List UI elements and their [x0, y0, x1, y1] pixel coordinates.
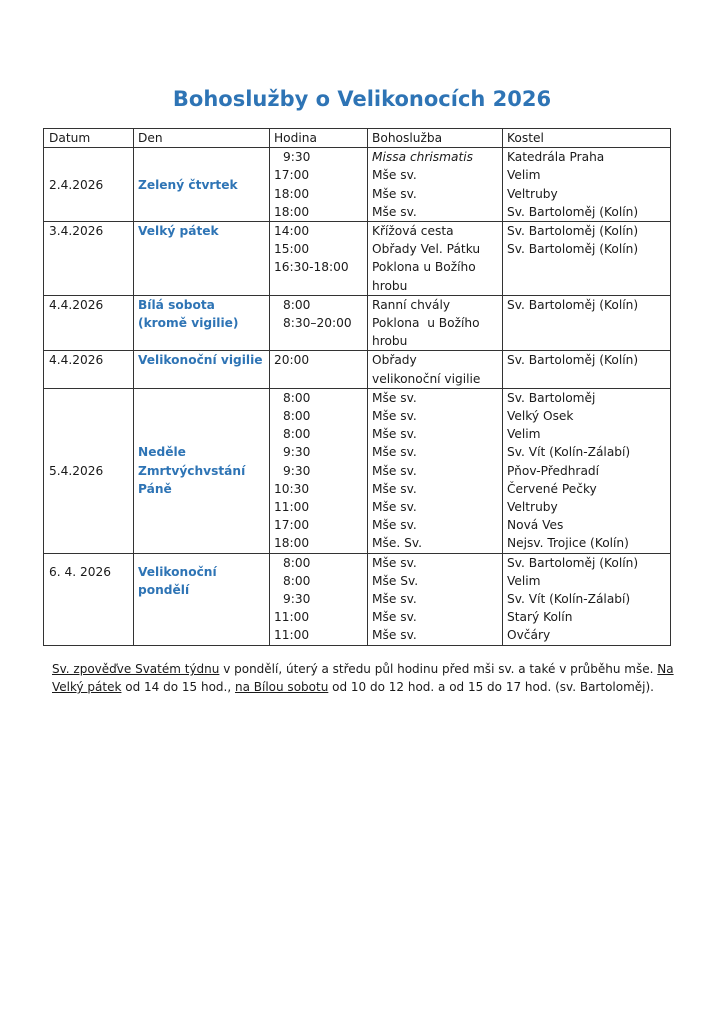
- date-cell: 6. 4. 2026: [44, 553, 134, 645]
- hour-item: 18:00: [274, 204, 310, 219]
- service-item: Mše Sv.: [372, 573, 419, 588]
- table-row: [44, 388, 671, 553]
- note-good-friday: Na Velký pátek: [52, 662, 674, 694]
- service-item: Mše sv.: [372, 555, 417, 570]
- service-item: Mše sv.: [372, 628, 417, 643]
- hour-item: 11:00: [274, 610, 310, 625]
- church-item: Veltruby: [507, 500, 558, 515]
- service-item: Poklona u Božího: [372, 316, 480, 331]
- service-item: Mše sv.: [372, 186, 417, 201]
- service-item: hrobu: [372, 278, 408, 293]
- service-item: Mše sv.: [372, 409, 417, 424]
- header-service: Bohoslužba: [368, 129, 503, 148]
- note-text: od 10 do 12 hod. a od 15 do 17 hod. (sv. Bartoloměj).: [328, 680, 654, 694]
- church-item: Sv. Bartoloměj (Kolín): [507, 297, 639, 312]
- table-row: [44, 148, 671, 222]
- hour-item: 9:30: [283, 150, 311, 165]
- service-cell: [368, 553, 503, 645]
- date-cell: 4.4.2026: [44, 295, 134, 351]
- header-hour: Hodina: [270, 129, 368, 148]
- schedule-table: [43, 128, 671, 646]
- service-item: Mše sv.: [372, 445, 417, 460]
- hour-item: 18:00: [274, 186, 310, 201]
- hour-item: 18:00: [274, 536, 310, 551]
- date-cell: 2.4.2026: [44, 148, 134, 222]
- service-item: Mše sv.: [372, 463, 417, 478]
- hour-item: 8:00: [283, 427, 311, 442]
- hour-item: 17:00: [274, 518, 310, 533]
- table-header-row: [44, 129, 671, 148]
- date-cell: 3.4.2026: [44, 222, 134, 296]
- service-item: Mše. Sv.: [372, 536, 422, 551]
- church-item: Červené Pečky: [507, 481, 597, 496]
- church-item: Katedrála Praha: [507, 150, 605, 165]
- table-row: [44, 351, 671, 388]
- service-cell: [368, 295, 503, 351]
- hour-cell: [270, 388, 368, 553]
- church-item: Sv. Bartoloměj (Kolín): [507, 555, 639, 570]
- hour-item: 8:30–20:00: [283, 316, 352, 331]
- service-item: Mše sv.: [372, 481, 417, 496]
- service-item: Missa chrismatis: [372, 150, 473, 165]
- table-row: [44, 222, 671, 296]
- hour-item: 14:00: [274, 224, 310, 239]
- church-item: Nová Ves: [507, 518, 564, 533]
- church-item: Velim: [507, 168, 541, 183]
- church-item: Ovčáry: [507, 628, 551, 643]
- day-cell: [134, 295, 270, 351]
- church-item: Velký Osek: [507, 409, 574, 424]
- header-date: Datum: [44, 129, 134, 148]
- hour-item: 20:00: [274, 353, 310, 368]
- hour-item: 10:30: [274, 481, 310, 496]
- date-cell: 5.4.2026: [44, 388, 134, 553]
- hour-cell: [270, 351, 368, 388]
- service-cell: [368, 222, 503, 296]
- hour-item: 8:00: [283, 390, 311, 405]
- church-item: Sv. Bartoloměj (Kolín): [507, 204, 639, 219]
- hour-cell: [270, 222, 368, 296]
- day-line: pondělí: [138, 582, 190, 597]
- service-item: Ranní chvály: [372, 297, 451, 312]
- page-title: Bohoslužby o Velikonocích 2026: [172, 87, 552, 111]
- day-cell: Zelený čtvrtek: [134, 148, 270, 222]
- service-item: Mše sv.: [372, 500, 417, 515]
- day-cell: Velikonoční vigilie: [134, 351, 270, 388]
- service-item: Mše sv.: [372, 168, 417, 183]
- hour-item: 11:00: [274, 628, 310, 643]
- church-item: Sv. Bartoloměj (Kolín): [507, 353, 639, 368]
- hour-item: 16:30-18:00: [274, 260, 349, 275]
- service-cell: [368, 388, 503, 553]
- day-line: Velikonoční: [138, 564, 217, 579]
- hour-cell: [270, 295, 368, 351]
- service-item: Mše sv.: [372, 427, 417, 442]
- day-line: Bílá sobota: [138, 297, 215, 312]
- note-text: od 14 do 15 hod.,: [121, 680, 235, 694]
- day-line: Páně: [138, 481, 172, 496]
- service-cell: [368, 351, 503, 388]
- date-cell: 4.4.2026: [44, 351, 134, 388]
- day-cell: [134, 388, 270, 553]
- service-item: Obřady: [372, 353, 417, 368]
- hour-item: 8:00: [283, 555, 311, 570]
- church-cell: [503, 388, 671, 553]
- service-item: Poklona u Božího: [372, 260, 476, 275]
- hour-item: 9:30: [283, 592, 311, 607]
- hour-item: 9:30: [283, 463, 311, 478]
- service-item: Mše sv.: [372, 592, 417, 607]
- church-item: Pňov-Předhradí: [507, 463, 600, 478]
- header-church: Kostel: [503, 129, 671, 148]
- service-item: Obřady Vel. Pátku: [372, 242, 481, 257]
- church-item: Velim: [507, 427, 541, 442]
- hour-cell: [270, 553, 368, 645]
- hour-item: 8:00: [283, 573, 311, 588]
- hour-item: 8:00: [283, 409, 311, 424]
- service-item: velikonoční vigilie: [372, 371, 481, 386]
- church-item: Sv. Vít (Kolín-Zálabí): [507, 445, 631, 460]
- hour-cell: [270, 148, 368, 222]
- note-text: v pondělí, úterý a středu půl hodinu před mši sv. a také v průběhu mše.: [219, 662, 658, 676]
- hour-item: 17:00: [274, 168, 310, 183]
- church-item: Nejsv. Trojice (Kolín): [507, 536, 629, 551]
- service-item: Mše sv.: [372, 204, 417, 219]
- service-item: Křížová cesta: [372, 224, 454, 239]
- day-line: Zmrtvýchvstání: [138, 463, 246, 478]
- table-row: [44, 553, 671, 645]
- church-cell: [503, 295, 671, 351]
- table-row: [44, 295, 671, 351]
- church-item: Sv. Vít (Kolín-Zálabí): [507, 592, 631, 607]
- day-line: Neděle: [138, 445, 186, 460]
- church-cell: [503, 351, 671, 388]
- hour-item: 15:00: [274, 242, 310, 257]
- church-item: Starý Kolín: [507, 610, 573, 625]
- note-confession-heading: Sv. zpověďve Svatém týdnu: [52, 662, 220, 676]
- service-item: Mše sv.: [372, 390, 417, 405]
- church-item: Veltruby: [507, 186, 558, 201]
- church-item: Sv. Bartoloměj (Kolín): [507, 242, 639, 257]
- header-day: Den: [134, 129, 270, 148]
- hour-item: 8:00: [283, 297, 311, 312]
- service-item: Mše sv.: [372, 610, 417, 625]
- confession-note: [52, 660, 682, 696]
- note-holy-saturday: na Bílou sobotu: [235, 680, 329, 694]
- church-item: Velim: [507, 573, 541, 588]
- service-item: hrobu: [372, 334, 408, 349]
- church-cell: [503, 553, 671, 645]
- service-item: Mše sv.: [372, 518, 417, 533]
- church-cell: [503, 148, 671, 222]
- service-cell: [368, 148, 503, 222]
- day-line: (kromě vigilie): [138, 316, 239, 331]
- hour-item: 9:30: [283, 445, 311, 460]
- hour-item: 11:00: [274, 500, 310, 515]
- church-cell: [503, 222, 671, 296]
- church-item: Sv. Bartoloměj: [507, 390, 596, 405]
- day-cell: [134, 553, 270, 645]
- church-item: Sv. Bartoloměj (Kolín): [507, 224, 639, 239]
- day-cell: Velký pátek: [134, 222, 270, 296]
